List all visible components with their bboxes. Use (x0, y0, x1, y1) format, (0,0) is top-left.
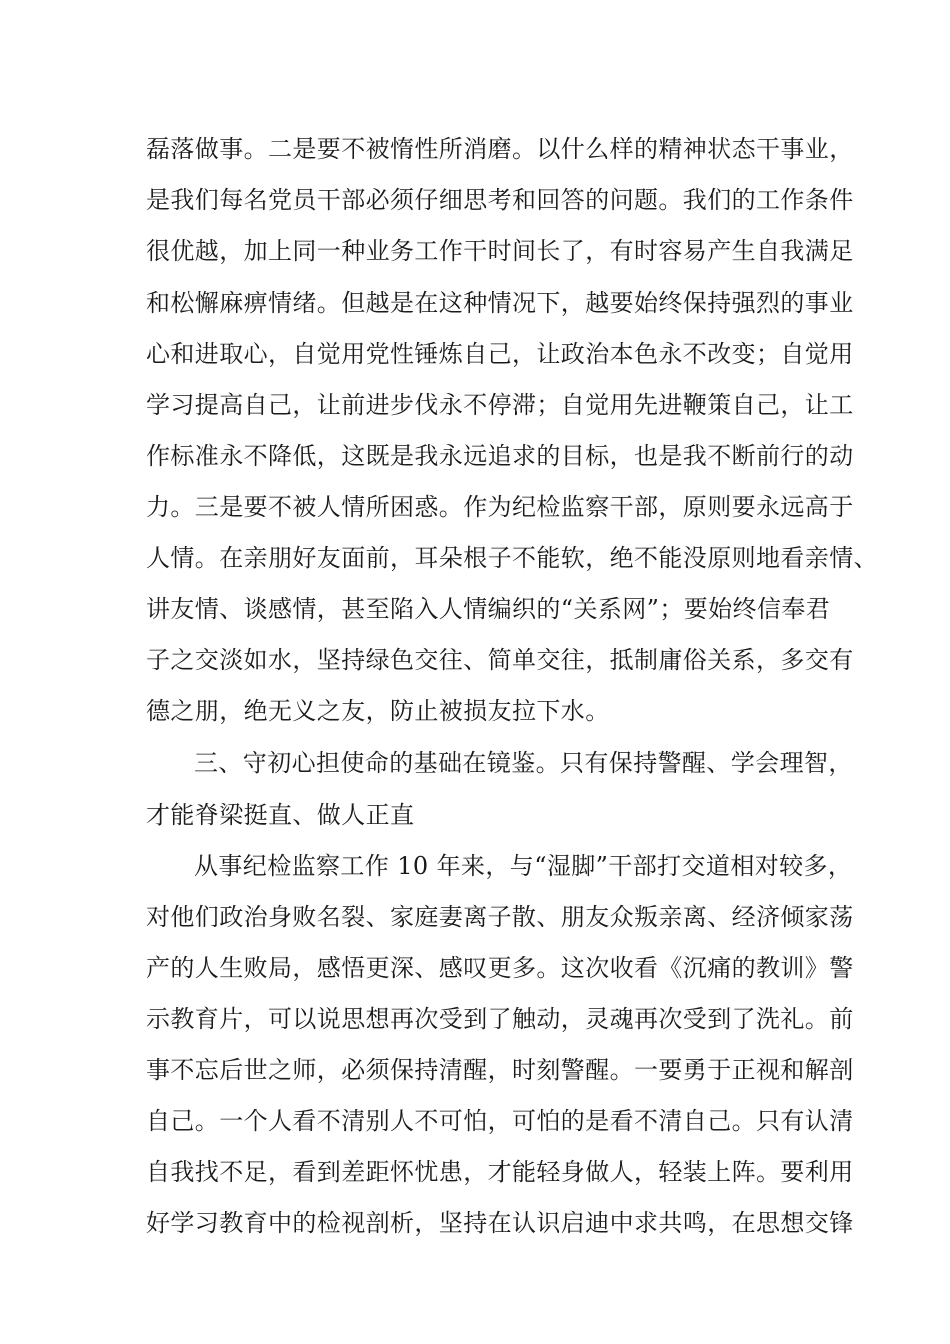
text-line: 德之朋，绝无义之友，防止被损友拉下水。 (146, 697, 610, 725)
text-line: 人情。在亲朋好友面前，耳朵根子不能软，绝不能没原则地看亲情、 (146, 544, 878, 572)
text-line: 子之交淡如水，坚持绿色交往、简单交往，抵制庸俗关系，多交有 (146, 646, 854, 674)
section-heading-line: 三、守初心担使命的基础在镜鉴。只有保持警醒、学会理智， (194, 749, 853, 777)
text-line: 好学习教育中的检视剖析，坚持在认识启迪中求共鸣，在思想交锋 (146, 1209, 854, 1237)
text-line: 示教育片，可以说思想再次受到了触动，灵魂再次受到了洗礼。前 (146, 1005, 854, 1033)
text-line: 自己。一个人看不清别人不可怕，可怕的是看不清自己。只有认清 (146, 1107, 854, 1135)
text-line: 学习提高自己，让前进步伐永不停滞；自觉用先进鞭策自己，让工 (146, 391, 854, 419)
text-line: 力。三是要不被人情所困惑。作为纪检监察干部，原则要永远高于 (146, 493, 854, 521)
section-heading-line: 才能脊梁挺直、做人正直 (146, 801, 415, 829)
text-line: 从事纪检监察工作 10 年来，与“湿脚”干部打交道相对较多， (194, 852, 853, 880)
text-line: 产的人生败局，感悟更深、感叹更多。这次收看《沉痛的教训》警 (146, 954, 854, 982)
text-line: 作标准永不降低，这既是我永远追求的目标，也是我不断前行的动 (146, 442, 854, 470)
text-line: 很优越，加上同一种业务工作干时间长了，有时容易产生自我满足 (146, 237, 854, 265)
text-line: 磊落做事。二是要不被惰性所消磨。以什么样的精神状态干事业， (146, 135, 854, 163)
text-line: 讲友情、谈感情，甚至陷入人情编织的“关系网”；要始终信奉君 (146, 595, 831, 623)
text-line: 心和进取心，自觉用党性锤炼自己，让政治本色永不改变；自觉用 (146, 340, 854, 368)
text-line: 对他们政治身败名裂、家庭妻离子散、朋友众叛亲离、经济倾家荡 (146, 903, 854, 931)
text-line: 是我们每名党员干部必须仔细思考和回答的问题。我们的工作条件 (146, 186, 854, 214)
text-line: 和松懈麻痹情绪。但越是在这种情况下，越要始终保持强烈的事业 (146, 289, 854, 317)
text-line: 事不忘后世之师，必须保持清醒，时刻警醒。一要勇于正视和解剖 (146, 1056, 854, 1084)
text-line: 自我找不足，看到差距怀忧患，才能轻身做人，轻装上阵。要利用 (146, 1158, 854, 1186)
